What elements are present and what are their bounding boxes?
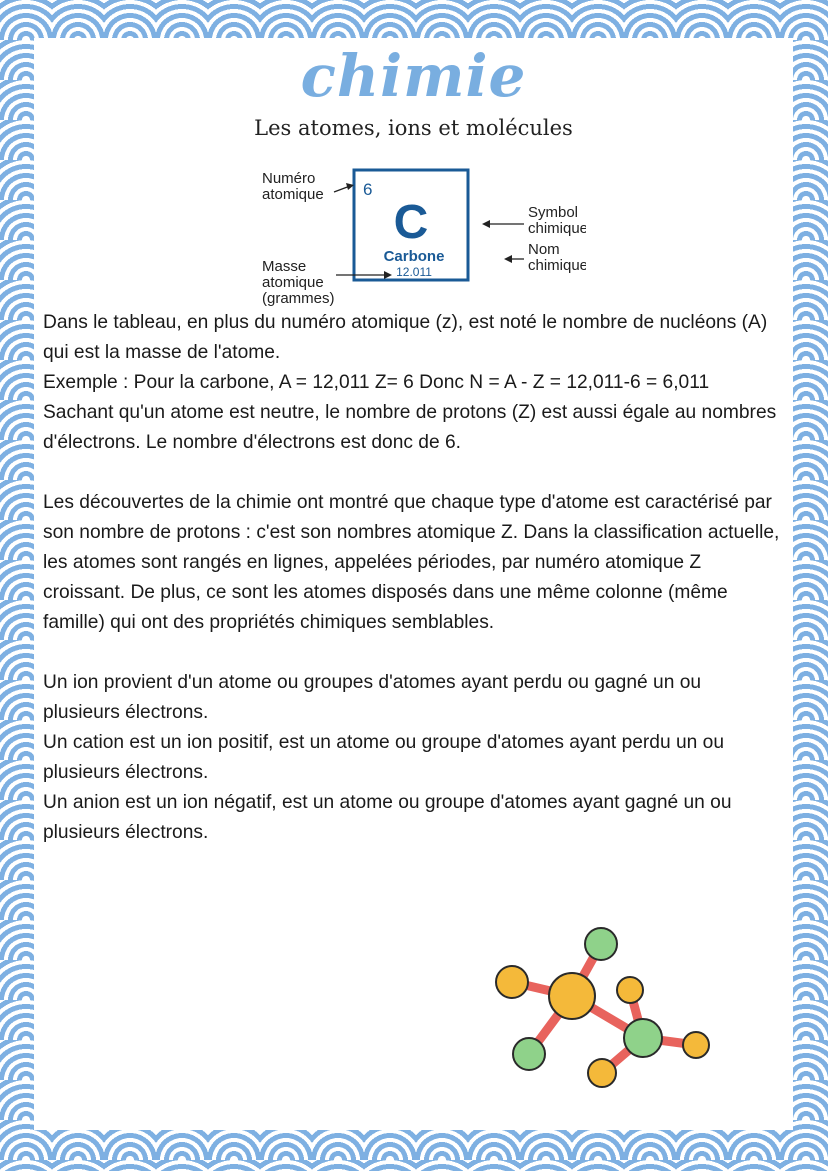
label-numero-line2: atomique (262, 186, 324, 203)
paragraph-anion: Un anion est un ion négatif, est un atome ou groupe d'atomes ayant gagné un ou plusieurs électrons. (43, 792, 732, 843)
label-nom-line2: chimique (528, 257, 586, 274)
paragraph-spacer (43, 638, 783, 668)
body-text (43, 308, 783, 848)
arrow-symbol-head (482, 220, 490, 228)
label-symbol-line2: chimique (528, 220, 586, 237)
molecule-atom-yellow (617, 977, 643, 1003)
paragraph-decouvertes: Les découvertes de la chimie ont montré que chaque type d'atome est caractérisé par son nombre de protons : c'est son nombres atomique Z. Dans la classification actuelle, les atomes sont rangés en lignes, appelées périodes, par numéro atomique Z croissant. De plus, ce sont les atomes disposés dans une même colonne (même famille) qui ont des propriétés chimiques semblables. (43, 492, 780, 633)
label-masse-line3: (grammes) (262, 290, 335, 307)
molecule-atom-green (624, 1019, 662, 1057)
paragraph-nucleons: Dans le tableau, en plus du numéro atomique (z), est noté le nombre de nucléons (A) qui est la masse de l'atome. (43, 312, 768, 363)
paragraph-ion: Un ion provient d'un atome ou groupes d'atomes ayant perdu ou gagné un ou plusieurs électrons. (43, 672, 702, 723)
molecule-atom-green (513, 1038, 545, 1070)
element-card-figure (256, 162, 586, 310)
molecule-atom-yellow (588, 1059, 616, 1087)
molecule-atom-yellow (683, 1032, 709, 1058)
label-masse-line1: Masse (262, 258, 307, 275)
page-title: chimie (300, 42, 527, 110)
paragraph-spacer (43, 458, 783, 488)
element-atomic-number: 6 (363, 180, 373, 199)
paragraph-exemple: Exemple : Pour la carbone, A = 12,011 Z= 6 Donc N = A - Z = 12,011-6 = 6,011 (43, 372, 710, 393)
page-sheet (34, 38, 793, 1130)
label-symbol-line1: Symbol (528, 204, 579, 221)
element-name: Carbone (383, 248, 445, 265)
molecule-atom-green (585, 928, 617, 960)
label-nom-line1: Nom (528, 241, 560, 258)
molecule-icon (484, 918, 724, 1098)
page-subtitle: Les atomes, ions et molécules (254, 116, 573, 140)
label-masse-line2: atomique (262, 274, 324, 291)
element-symbol: C (393, 196, 429, 249)
molecule-atom-yellow (496, 966, 528, 998)
element-card-diagram (256, 162, 586, 310)
paragraph-cation: Un cation est un ion positif, est un atome ou groupe d'atomes ayant perdu un ou plusieurs électrons. (43, 732, 724, 783)
element-mass: 12.011 (396, 265, 432, 279)
label-numero-line1: Numéro (262, 170, 316, 187)
arrow-nom-head (504, 255, 512, 263)
molecule-illustration (484, 918, 724, 1098)
molecule-atom-yellow-center (549, 973, 595, 1019)
paragraph-neutre: Sachant qu'un atome est neutre, le nombre de protons (Z) est aussi égale au nombres d'électrons. Le nombre d'électrons est donc de 6. (43, 402, 777, 453)
